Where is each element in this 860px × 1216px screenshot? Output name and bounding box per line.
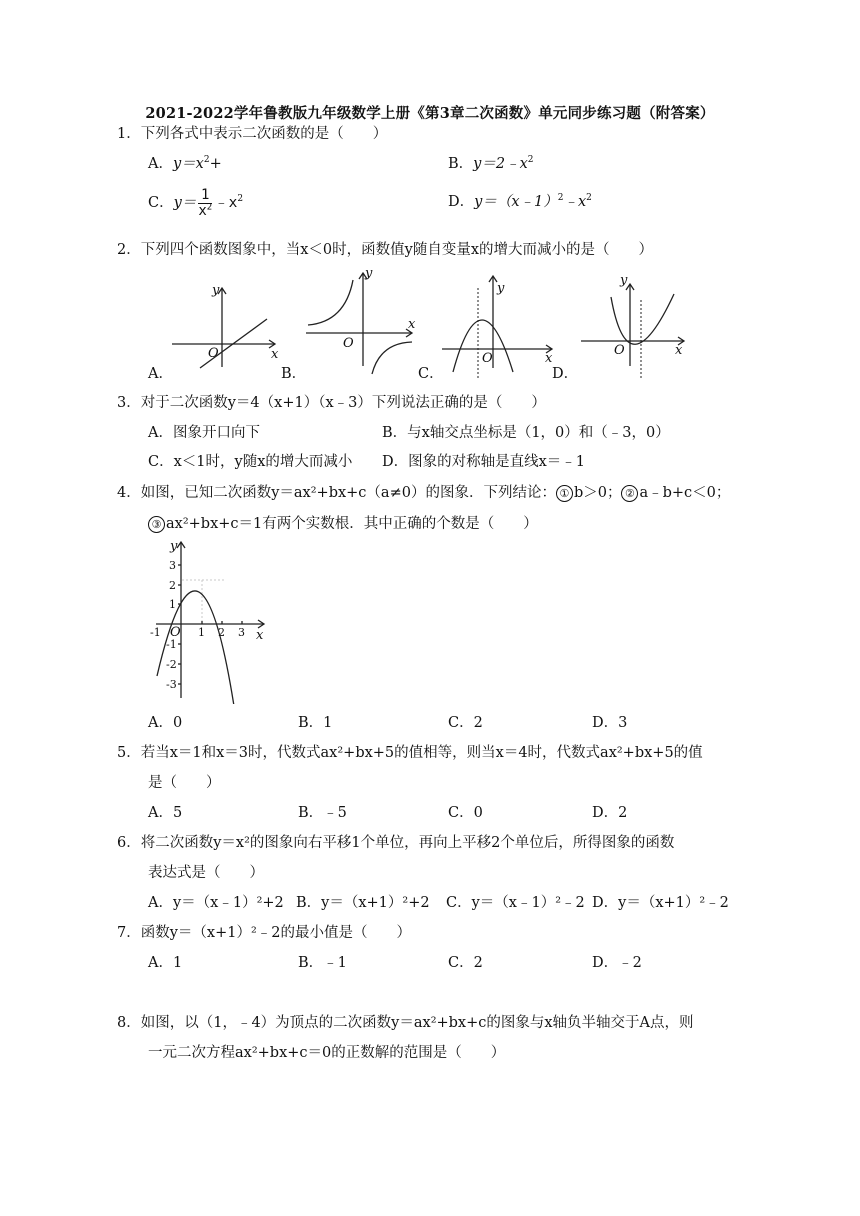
q3-option-d: D．图象的对称轴是直线x＝﹣1 bbox=[382, 454, 586, 470]
q6-option-c: C．y＝（x﹣1）²﹣2 bbox=[446, 895, 585, 911]
q1-option-c: C．y＝ $\frac{1}{x^2}$ $﹣x^2$ bbox=[148, 186, 244, 219]
q5-option-d: D．2 bbox=[592, 805, 628, 821]
q4-origin: O bbox=[170, 625, 181, 640]
fraction: $\frac{1}{x^2}$ bbox=[198, 186, 213, 219]
graph-a-y-label: y bbox=[212, 283, 220, 298]
q3-option-a: A．图象开口向下 bbox=[148, 425, 260, 441]
q4-y-tick-neg3: -3 bbox=[166, 678, 177, 691]
graph-c-label: C． bbox=[418, 366, 444, 382]
q4-y-tick-1: 1 bbox=[169, 598, 176, 611]
q5-option-b: B．﹣5 bbox=[298, 805, 347, 821]
q4-option-a: A．0 bbox=[148, 715, 183, 731]
q4-y-label: y bbox=[170, 539, 178, 554]
question-4-stem: 4．如图，已知二次函数y＝ax²+bx+c（a≠0）的图象．下列结论： ① b＞0； ② a﹣b+c＜0； bbox=[117, 485, 731, 501]
q3-option-c: C．x＜1时，y随x的增大而减小 bbox=[148, 454, 353, 470]
q1-option-b: B．$y=2﹣x^2$ bbox=[448, 155, 534, 172]
q4-y-tick-3: 3 bbox=[169, 559, 176, 572]
graph-a-label: A． bbox=[148, 366, 173, 382]
graph-d-x-label: x bbox=[675, 343, 683, 358]
q7-option-c: C．2 bbox=[448, 955, 483, 971]
question-6-stem: 6．将二次函数y＝x²的图象向右平移1个单位，再向上平移2个单位后，所得图象的函数 bbox=[117, 835, 675, 851]
graph-b-origin: O bbox=[343, 336, 354, 351]
q6-option-a: A．y＝（x﹣1）²+2 bbox=[148, 895, 284, 911]
q4-x-tick-3: 3 bbox=[238, 626, 245, 639]
graph-d-origin: O bbox=[614, 343, 625, 358]
graph-a-origin: O bbox=[208, 346, 219, 361]
q1-option-a: A．$y=x^2+$ bbox=[148, 155, 222, 172]
q4-x-tick-1: 1 bbox=[198, 626, 205, 639]
question-4-stem-continued: ③ ax²+bx+c＝1有两个实数根．其中正确的个数是（ ） bbox=[148, 514, 538, 534]
q4-option-d: D．3 bbox=[592, 715, 628, 731]
question-5-stem-continued: 是（ ） bbox=[148, 775, 221, 791]
q4-y-tick-neg2: -2 bbox=[166, 658, 177, 671]
question-8-stem-continued: 一元二次方程ax²+bx+c＝0的正数解的范围是（ ） bbox=[148, 1045, 506, 1061]
graph-b-x-label: x bbox=[408, 317, 416, 332]
question-2-stem: 2．下列四个函数图象中，当x＜0时，函数值y随自变量x的增大而减小的是（ ） bbox=[117, 242, 653, 258]
graph-b-label: B． bbox=[281, 366, 307, 382]
q4-y-tick-neg1: -1 bbox=[166, 638, 177, 651]
q7-option-b: B．﹣1 bbox=[298, 955, 347, 971]
q4-y-tick-2: 2 bbox=[169, 579, 176, 592]
graph-a-x-label: x bbox=[271, 347, 279, 362]
question-3-stem: 3．对于二次函数y＝4（x+1）（x﹣3）下列说法正确的是（ ） bbox=[117, 395, 546, 411]
graph-c-y-label: y bbox=[497, 281, 505, 296]
q6-option-b: B．y＝（x+1）²+2 bbox=[296, 895, 430, 911]
q4-option-b: B．1 bbox=[298, 715, 333, 731]
q1-option-d: D．$y=(x﹣1)^2﹣x^2$ bbox=[448, 193, 592, 210]
q6-option-d: D．y＝（x+1）²﹣2 bbox=[592, 895, 729, 911]
question-1-stem: 1．下列各式中表示二次函数的是（ ） bbox=[117, 126, 388, 142]
question-7-stem: 7．函数y＝（x+1）²﹣2的最小值是（ ） bbox=[117, 925, 412, 941]
q7-option-d: D．﹣2 bbox=[592, 955, 642, 971]
question-8-stem: 8．如图，以（1，﹣4）为顶点的二次函数y＝ax²+bx+c的图象与x轴负半轴交于A点，则 bbox=[117, 1015, 694, 1031]
question-5-stem: 5．若当x＝1和x＝3时，代数式ax²+bx+5的值相等，则当x＝4时，代数式ax²+bx+5的值 bbox=[117, 745, 703, 761]
q4-x-tick-2: 2 bbox=[218, 626, 225, 639]
question-6-stem-continued: 表达式是（ ） bbox=[148, 865, 264, 881]
q4-graph bbox=[140, 536, 280, 704]
graph-d-label: D． bbox=[552, 366, 579, 382]
graph-b-y-label: y bbox=[365, 266, 373, 281]
q5-option-c: C．0 bbox=[448, 805, 483, 821]
graph-c-origin: O bbox=[482, 351, 493, 366]
q7-option-a: A．1 bbox=[148, 955, 183, 971]
q4-x-label: x bbox=[256, 628, 264, 643]
q3-option-b: B．与x轴交点坐标是（1，0）和（﹣3，0） bbox=[382, 425, 670, 441]
graph-d-y-label: y bbox=[620, 273, 628, 288]
q4-x-tick-neg1: -1 bbox=[150, 626, 161, 639]
q4-option-c: C．2 bbox=[448, 715, 483, 731]
graph-c-x-label: x bbox=[545, 351, 553, 366]
document-title: 2021-2022学年鲁教版九年级数学上册《第3章二次函数》单元同步练习题（附答案） bbox=[145, 105, 715, 122]
q5-option-a: A．5 bbox=[148, 805, 183, 821]
q2-graphs bbox=[140, 262, 720, 384]
